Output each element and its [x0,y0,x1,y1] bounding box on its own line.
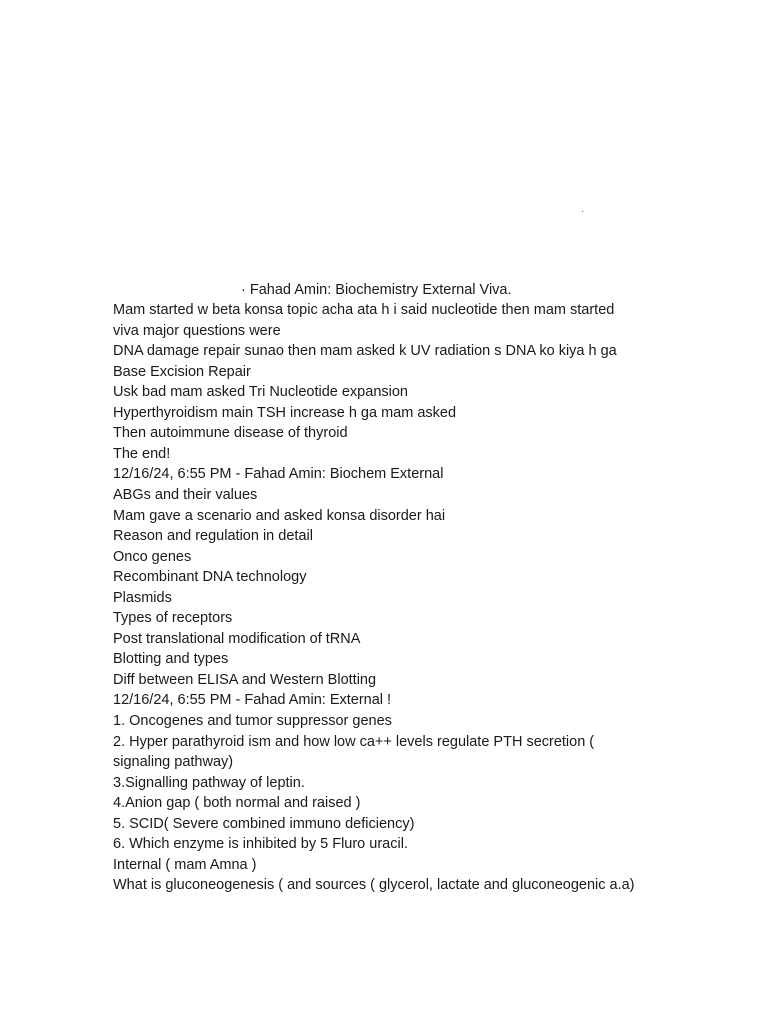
text-line: ABGs and their values [113,486,258,503]
document-title: · Fahad Amin: Biochemistry External Viva. [241,281,512,298]
text-line: Recombinant DNA technology [113,569,307,586]
text-line: viva major questions were [113,322,281,339]
text-line: Post translational modification of tRNA [113,630,361,647]
text-line: signaling pathway) [113,754,234,771]
text-line: 2. Hyper parathyroid ism and how low ca++ levels regulate PTH secretion ( [113,733,595,750]
text-line: 4.Anion gap ( both normal and raised ) [113,795,361,812]
text-line: Reason and regulation in detail [113,528,313,545]
stray-mark: · [581,206,585,217]
text-line: 3.Signalling pathway of leptin. [113,774,305,791]
text-line: Hyperthyroidism main TSH increase h ga mam asked [113,404,457,421]
text-line: Mam started w beta konsa topic acha ata h i said nucleotide then mam started [113,302,615,319]
text-line: 6. Which enzyme is inhibited by 5 Fluro uracil. [113,836,408,853]
text-line: Diff between ELISA and Western Blotting [113,671,377,688]
text-line: DNA damage repair sunao then mam asked k UV radiation s DNA ko kiya h ga [113,343,617,360]
text-line: 12/16/24, 6:55 PM - Fahad Amin: Biochem External [113,466,444,483]
text-line: Mam gave a scenario and asked konsa disorder hai [113,507,446,524]
text-line: Usk bad mam asked Tri Nucleotide expansion [113,384,408,401]
text-line: The end! [113,445,171,462]
text-line: Plasmids [113,589,172,606]
text-line: Internal ( mam Amna ) [113,856,257,873]
text-line: Blotting and types [113,651,229,668]
text-line: 5. SCID( Severe combined immuno deficiency) [113,815,415,832]
text-line: Types of receptors [113,610,233,627]
text-line: Then autoimmune disease of thyroid [113,425,348,442]
text-line: 1. Oncogenes and tumor suppressor genes [113,712,392,729]
document-body [113,280,713,896]
text-line: Base Excision Repair [113,363,251,380]
text-line: What is gluconeogenesis ( and sources ( glycerol, lactate and gluconeogenic a.a) [113,877,635,894]
text-line: 12/16/24, 6:55 PM - Fahad Amin: External ! [113,692,392,709]
text-line: Onco genes [113,548,192,565]
